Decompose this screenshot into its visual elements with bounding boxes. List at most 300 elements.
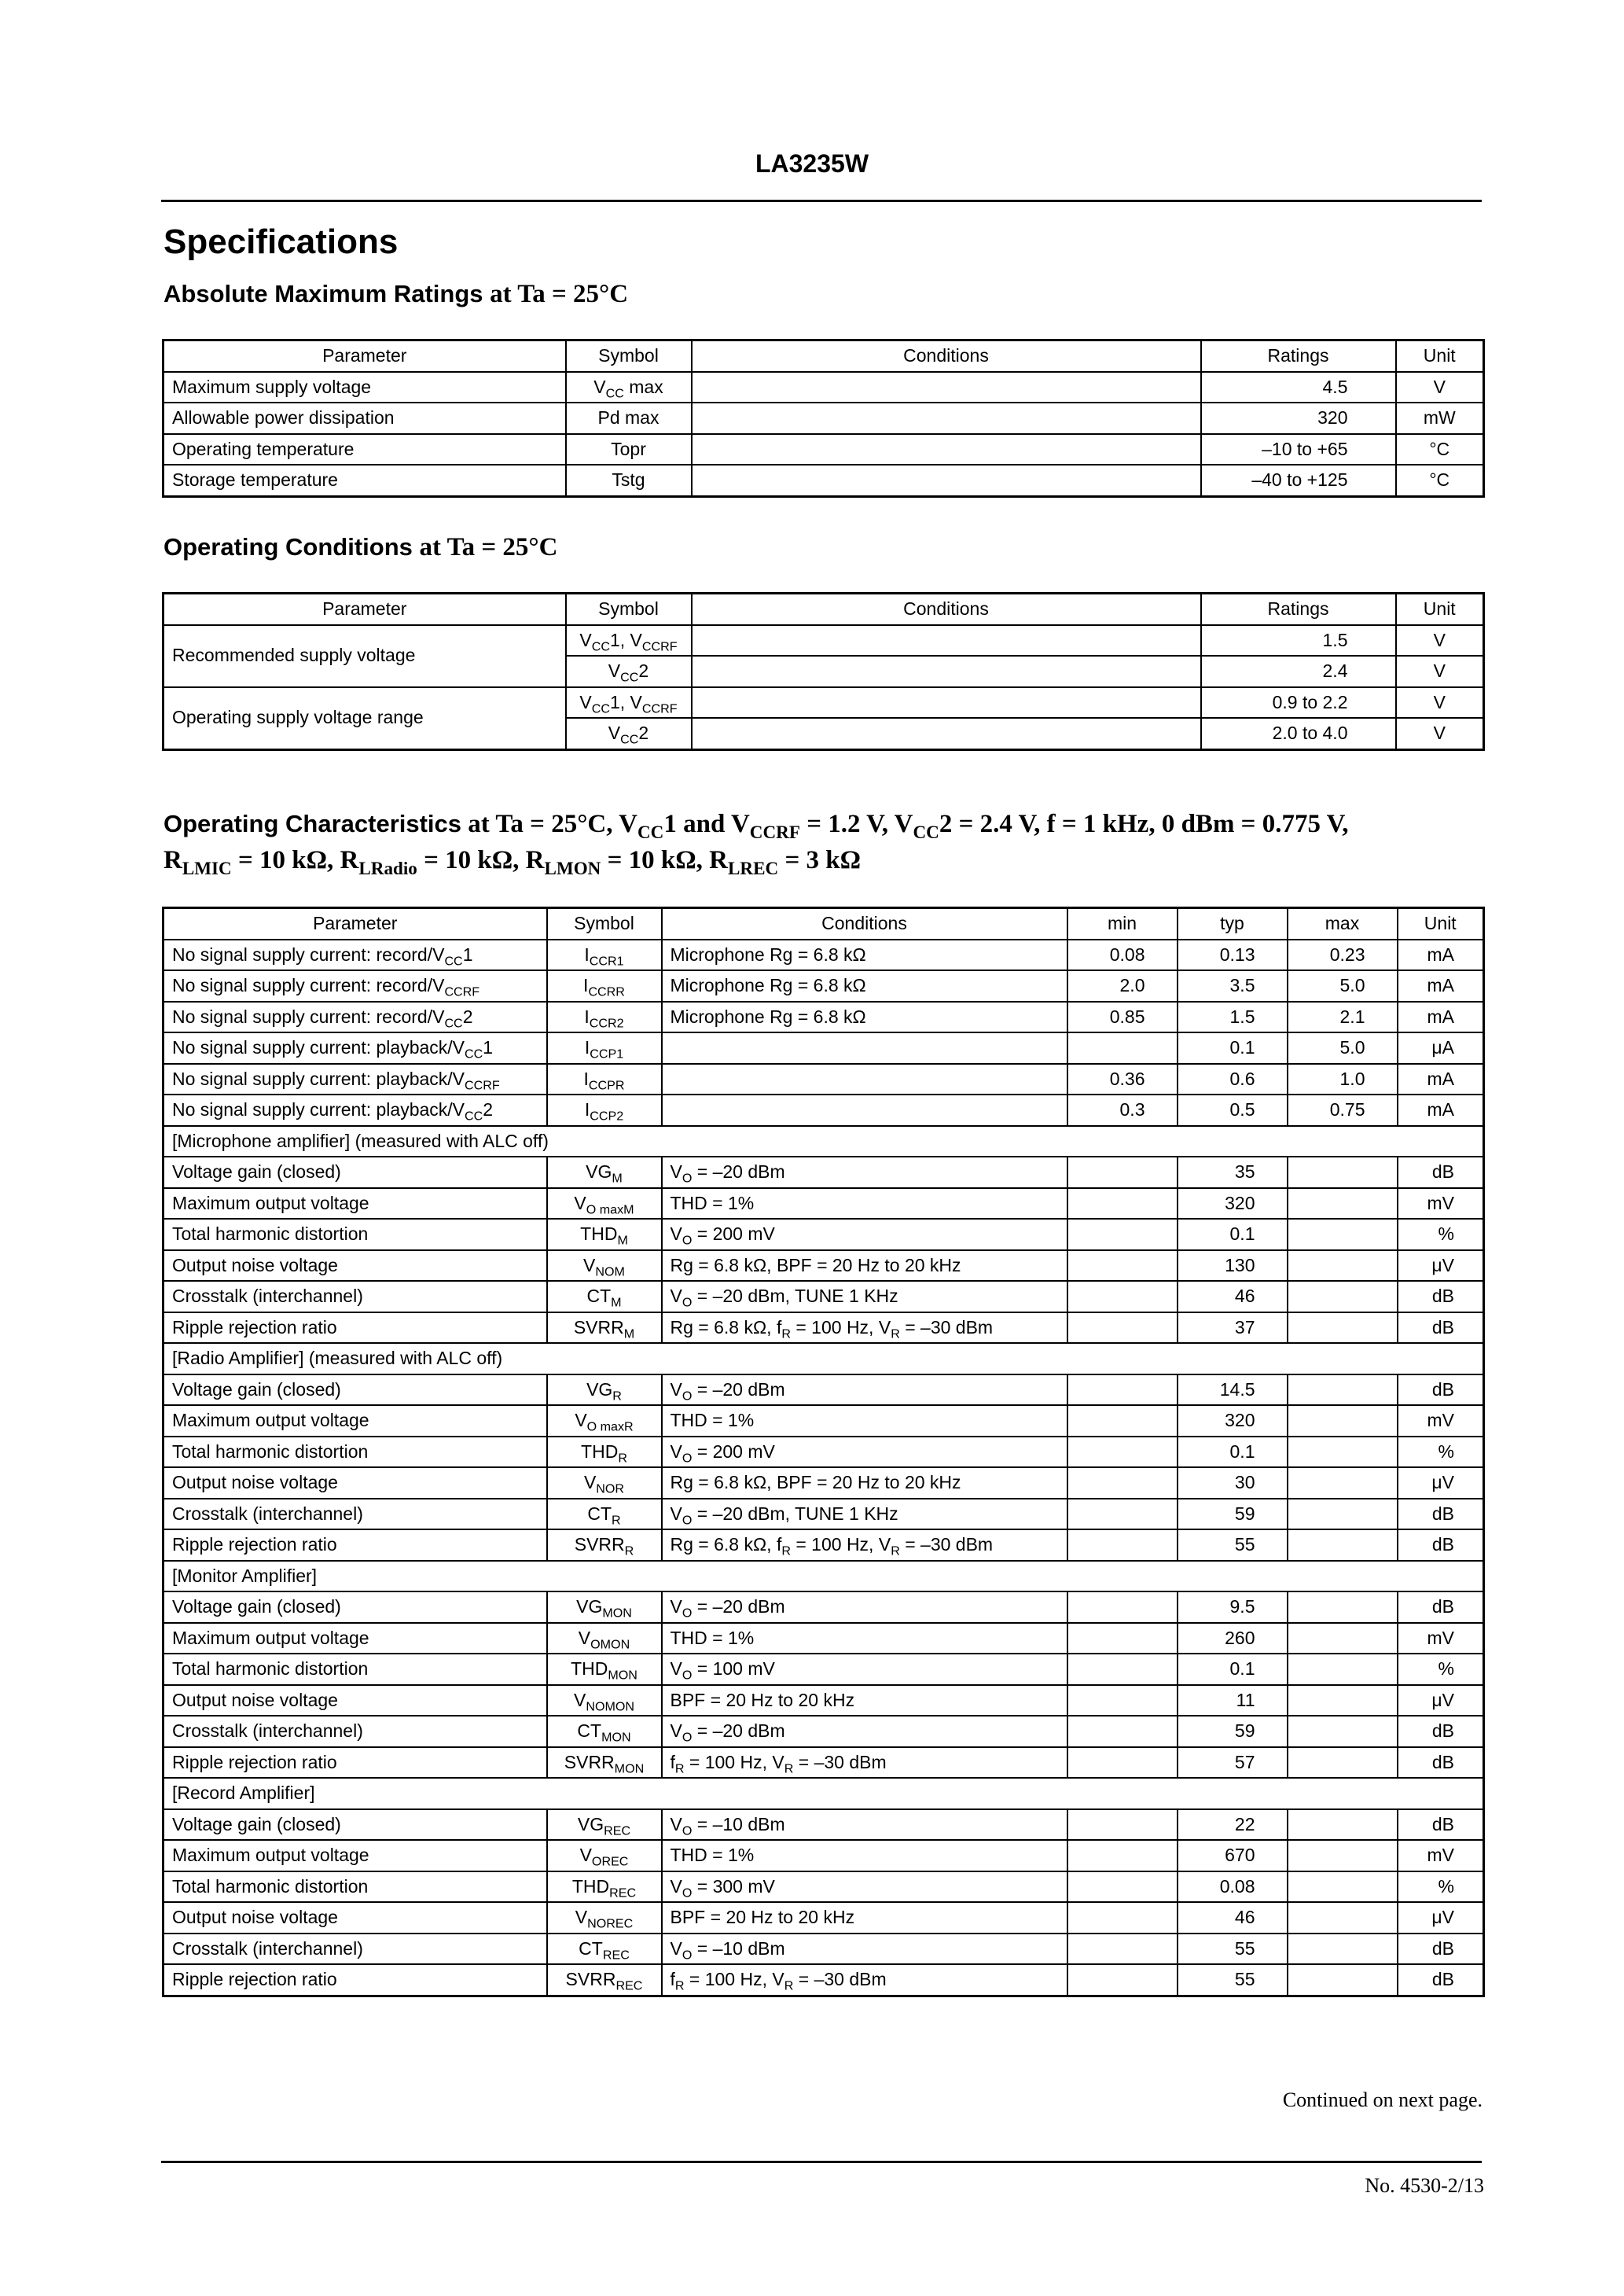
conditions-cell: $V_O = -20$ dBm: [662, 1591, 1067, 1623]
conditions-cell: $V_O = -10$ dBm: [662, 1809, 1067, 1841]
section-label: [Monitor Amplifier]: [164, 1561, 1484, 1592]
typ-cell: 0.08: [1178, 1871, 1288, 1903]
typ-cell: 0.5: [1178, 1095, 1288, 1126]
conditions-cell: $f_R = 100$ Hz, $V_R = -30$ dBm: [662, 1964, 1067, 1996]
typ-cell: 670: [1178, 1840, 1288, 1871]
typ-cell: 55: [1178, 1964, 1288, 1996]
max-cell: [1288, 1467, 1398, 1499]
unit-cell: μV: [1398, 1467, 1484, 1499]
conditions-cell: [692, 465, 1201, 496]
symbol-cell: $V_{OMON}$: [547, 1623, 662, 1654]
min-cell: 0.08: [1067, 940, 1178, 971]
section-row: [164, 1561, 1484, 1592]
parameter-cell: No signal supply current: playback/$V_{CC}1$: [164, 1032, 547, 1064]
table-row: [164, 1716, 1484, 1747]
max-cell: [1288, 1405, 1398, 1437]
max-cell: 2.1: [1288, 1002, 1398, 1033]
conditions-cell: [662, 1064, 1067, 1095]
conditions-cell: Rg = 6.8 kΩ, BPF = 20 Hz to 20 kHz: [662, 1250, 1067, 1282]
unit-cell: °C: [1396, 434, 1484, 465]
unit-cell: %: [1398, 1219, 1484, 1250]
symbol-cell: $I_{CCPR}$: [547, 1064, 662, 1095]
max-cell: [1288, 1219, 1398, 1250]
unit-cell: V: [1396, 372, 1484, 403]
typ-cell: 9.5: [1178, 1591, 1288, 1623]
max-cell: [1288, 1654, 1398, 1685]
max-cell: [1288, 1374, 1398, 1406]
typ-cell: 0.1: [1178, 1219, 1288, 1250]
symbol-cell: $I_{CCP2}$: [547, 1095, 662, 1126]
conditions-cell: $V_O = 200$ mV: [662, 1437, 1067, 1468]
table-row: [164, 372, 1484, 403]
typ-cell: 35: [1178, 1157, 1288, 1188]
unit-cell: V: [1396, 718, 1484, 749]
op-char-heading: [164, 810, 1349, 843]
ratings-cell: –10 to +65: [1201, 434, 1396, 465]
symbol-cell: $CT_R$: [547, 1499, 662, 1530]
unit-cell: dB: [1398, 1716, 1484, 1747]
ratings-cell: 4.5: [1201, 372, 1396, 403]
unit-cell: dB: [1398, 1499, 1484, 1530]
parameter-cell: No signal supply current: record/$V_{CCRF}$: [164, 970, 547, 1002]
symbol-cell: $V_{NOREC}$: [547, 1902, 662, 1934]
table-row: [164, 1002, 1484, 1033]
table-row: [164, 1437, 1484, 1468]
col-header-parameter: Parameter: [164, 594, 566, 625]
typ-cell: 0.6: [1178, 1064, 1288, 1095]
conditions-cell: $V_O = -20$ dBm: [662, 1374, 1067, 1406]
max-cell: [1288, 1499, 1398, 1530]
table-row: [164, 940, 1484, 971]
ratings-cell: 2.0 to 4.0: [1201, 718, 1396, 749]
unit-cell: mV: [1398, 1405, 1484, 1437]
table-row: [164, 1467, 1484, 1499]
unit-cell: °C: [1396, 465, 1484, 496]
table-row: [164, 1188, 1484, 1220]
min-cell: [1067, 1529, 1178, 1561]
unit-cell: mV: [1398, 1840, 1484, 1871]
min-cell: [1067, 1654, 1178, 1685]
continued-note: Continued on next page.: [1282, 2088, 1483, 2111]
table-header-row: [164, 908, 1484, 940]
min-cell: [1067, 1934, 1178, 1965]
section-label: [Record Amplifier]: [164, 1778, 1484, 1809]
max-cell: 5.0: [1288, 1032, 1398, 1064]
max-cell: [1288, 1157, 1398, 1188]
unit-cell: mA: [1398, 1095, 1484, 1126]
conditions-cell: $V_O = -20$ dBm, TUNE 1 KHz: [662, 1281, 1067, 1312]
typ-cell: 46: [1178, 1902, 1288, 1934]
min-cell: [1067, 1809, 1178, 1841]
parameter-cell: Ripple rejection ratio: [164, 1747, 547, 1779]
symbol-cell: $V_{CC}1$, $V_{CCRF}$: [566, 687, 692, 719]
min-cell: [1067, 1032, 1178, 1064]
symbol-cell: $V_{CC}$ max: [566, 372, 692, 403]
unit-cell: %: [1398, 1437, 1484, 1468]
conditions-cell: [692, 403, 1201, 434]
symbol-cell: $SVRR_R$: [547, 1529, 662, 1561]
conditions-cell: $V_O = -20$ dBm, TUNE 1 KHz: [662, 1499, 1067, 1530]
min-cell: [1067, 1716, 1178, 1747]
ratings-cell: 1.5: [1201, 625, 1396, 657]
table-row: [164, 1064, 1484, 1095]
conditions-cell: $f_R = 100$ Hz, $V_R = -30$ dBm: [662, 1747, 1067, 1779]
table-row: [164, 1405, 1484, 1437]
unit-cell: dB: [1398, 1934, 1484, 1965]
min-cell: 0.3: [1067, 1095, 1178, 1126]
table-row: [164, 434, 1484, 465]
parameter-cell: Storage temperature: [164, 465, 566, 496]
table-row: [164, 403, 1484, 434]
col-header-ratings: Ratings: [1201, 340, 1396, 372]
conditions-cell: [692, 434, 1201, 465]
table-row: [164, 687, 1484, 719]
symbol-cell: $V_{NOR}$: [547, 1467, 662, 1499]
typ-cell: 37: [1178, 1312, 1288, 1344]
parameter-cell: Ripple rejection ratio: [164, 1964, 547, 1996]
conditions-cell: THD = 1%: [662, 1840, 1067, 1871]
table-row: [164, 1281, 1484, 1312]
col-header-conditions: Conditions: [662, 908, 1067, 940]
col-header-unit: Unit: [1398, 908, 1484, 940]
absolute-maximum-ratings-table: [162, 339, 1485, 498]
symbol-cell: $SVRR_M$: [547, 1312, 662, 1344]
conditions-cell: [692, 718, 1201, 749]
unit-cell: dB: [1398, 1281, 1484, 1312]
typ-cell: 0.1: [1178, 1654, 1288, 1685]
table-header-row: [164, 594, 1484, 625]
table-row: [164, 1964, 1484, 1996]
symbol-cell: Tstg: [566, 465, 692, 496]
col-header-parameter: Parameter: [164, 908, 547, 940]
ratings-cell: 2.4: [1201, 656, 1396, 687]
parameter-cell: Voltage gain (closed): [164, 1809, 547, 1841]
section-label: [Radio Amplifier] (measured with ALC off): [164, 1343, 1484, 1374]
max-cell: [1288, 1964, 1398, 1996]
parameter-cell: Total harmonic distortion: [164, 1871, 547, 1903]
symbol-cell: $V_{O maxM}$: [547, 1188, 662, 1220]
conditions-cell: Rg = 6.8 kΩ, $f_R = 100$ Hz, $V_R = -30$ dBm: [662, 1312, 1067, 1344]
max-cell: [1288, 1281, 1398, 1312]
min-cell: 0.36: [1067, 1064, 1178, 1095]
min-cell: [1067, 1188, 1178, 1220]
abs-max-heading: [164, 280, 628, 309]
col-header-typ: typ: [1178, 908, 1288, 940]
max-cell: 5.0: [1288, 970, 1398, 1002]
min-cell: [1067, 1437, 1178, 1468]
parameter-cell: Output noise voltage: [164, 1250, 547, 1282]
min-cell: 2.0: [1067, 970, 1178, 1002]
min-cell: [1067, 1840, 1178, 1871]
typ-cell: 55: [1178, 1529, 1288, 1561]
parameter-cell: Voltage gain (closed): [164, 1374, 547, 1406]
table-row: [164, 1529, 1484, 1561]
unit-cell: dB: [1398, 1964, 1484, 1996]
symbol-cell: $V_{OREC}$: [547, 1840, 662, 1871]
conditions-cell: [692, 625, 1201, 657]
symbol-cell: Topr: [566, 434, 692, 465]
table-row: [164, 1840, 1484, 1871]
col-header-max: max: [1288, 908, 1398, 940]
table-row: [164, 1685, 1484, 1716]
typ-cell: 57: [1178, 1747, 1288, 1779]
col-header-symbol: Symbol: [566, 594, 692, 625]
min-cell: [1067, 1405, 1178, 1437]
unit-cell: mV: [1398, 1188, 1484, 1220]
table-row: [164, 1032, 1484, 1064]
table-row: [164, 1374, 1484, 1406]
min-cell: [1067, 1591, 1178, 1623]
abs-max-title: Absolute Maximum Ratings: [164, 280, 483, 307]
max-cell: 0.75: [1288, 1095, 1398, 1126]
conditions-cell: [692, 656, 1201, 687]
max-cell: [1288, 1809, 1398, 1841]
unit-cell: %: [1398, 1654, 1484, 1685]
conditions-cell: THD = 1%: [662, 1188, 1067, 1220]
conditions-cell: THD = 1%: [662, 1405, 1067, 1437]
conditions-cell: Microphone Rg = 6.8 kΩ: [662, 1002, 1067, 1033]
parameter-cell: Voltage gain (closed): [164, 1157, 547, 1188]
min-cell: [1067, 1623, 1178, 1654]
unit-cell: μV: [1398, 1685, 1484, 1716]
min-cell: [1067, 1312, 1178, 1344]
symbol-cell: $V_{NOMON}$: [547, 1685, 662, 1716]
table-row: [164, 1157, 1484, 1188]
col-header-ratings: Ratings: [1201, 594, 1396, 625]
max-cell: [1288, 1934, 1398, 1965]
max-cell: [1288, 1871, 1398, 1903]
op-char-title: Operating Characteristics: [164, 810, 462, 837]
typ-cell: 3.5: [1178, 970, 1288, 1002]
col-header-symbol: Symbol: [547, 908, 662, 940]
conditions-cell: THD = 1%: [662, 1623, 1067, 1654]
parameter-cell: No signal supply current: record/$V_{CC}2$: [164, 1002, 547, 1033]
typ-cell: 59: [1178, 1499, 1288, 1530]
typ-cell: 320: [1178, 1405, 1288, 1437]
unit-cell: V: [1396, 625, 1484, 657]
parameter-cell: Output noise voltage: [164, 1467, 547, 1499]
unit-cell: V: [1396, 687, 1484, 719]
ratings-cell: –40 to +125: [1201, 465, 1396, 496]
table-row: [164, 1871, 1484, 1903]
min-cell: [1067, 1250, 1178, 1282]
unit-cell: V: [1396, 656, 1484, 687]
max-cell: [1288, 1312, 1398, 1344]
section-row: [164, 1343, 1484, 1374]
col-header-parameter: Parameter: [164, 340, 566, 372]
conditions-cell: Microphone Rg = 6.8 kΩ: [662, 970, 1067, 1002]
max-cell: [1288, 1188, 1398, 1220]
max-cell: [1288, 1529, 1398, 1561]
col-header-conditions: Conditions: [692, 594, 1201, 625]
symbol-cell: $SVRR_{MON}$: [547, 1747, 662, 1779]
typ-cell: 0.1: [1178, 1437, 1288, 1468]
table-row: [164, 1095, 1484, 1126]
op-char-condition-line1: at Ta = 25°C, $V_{CC}1$ and $V_{CCRF} = 1.2$ V, $V_{CC}2 = 2.4$ V, f = 1 kHz, 0 dBm = 0.775 V,: [461, 810, 1349, 843]
unit-cell: mA: [1398, 970, 1484, 1002]
max-cell: [1288, 1902, 1398, 1934]
table-row: [164, 465, 1484, 496]
unit-cell: mA: [1398, 1064, 1484, 1095]
unit-cell: dB: [1398, 1312, 1484, 1344]
min-cell: [1067, 1747, 1178, 1779]
parameter-cell: Maximum output voltage: [164, 1623, 547, 1654]
conditions-cell: $V_O = 300$ mV: [662, 1871, 1067, 1903]
max-cell: [1288, 1591, 1398, 1623]
symbol-cell: $CT_{MON}$: [547, 1716, 662, 1747]
parameter-cell: Total harmonic distortion: [164, 1437, 547, 1468]
table-row: [164, 1747, 1484, 1779]
unit-cell: μV: [1398, 1250, 1484, 1282]
section-row: [164, 1778, 1484, 1809]
table-row: [164, 1623, 1484, 1654]
max-cell: [1288, 1437, 1398, 1468]
ratings-cell: 0.9 to 2.2: [1201, 687, 1396, 719]
symbol-cell: $VG_M$: [547, 1157, 662, 1188]
typ-cell: 0.13: [1178, 940, 1288, 971]
conditions-cell: $V_O = -20$ dBm: [662, 1716, 1067, 1747]
symbol-cell: $V_{CC}2$: [566, 656, 692, 687]
col-header-unit: Unit: [1396, 594, 1484, 625]
symbol-cell: $THD_R$: [547, 1437, 662, 1468]
unit-cell: mA: [1398, 940, 1484, 971]
conditions-cell: Rg = 6.8 kΩ, $f_R = 100$ Hz, $V_R = -30$ dBm: [662, 1529, 1067, 1561]
max-cell: [1288, 1623, 1398, 1654]
unit-cell: dB: [1398, 1809, 1484, 1841]
symbol-cell: $V_{CC}2$: [566, 718, 692, 749]
parameter-cell: Operating temperature: [164, 434, 566, 465]
typ-cell: 320: [1178, 1188, 1288, 1220]
table-row: [164, 1934, 1484, 1965]
conditions-cell: $V_O = 200$ mV: [662, 1219, 1067, 1250]
symbol-cell: Pd max: [566, 403, 692, 434]
section-label: [Microphone amplifier] (measured with ALC off): [164, 1126, 1484, 1157]
unit-cell: dB: [1398, 1157, 1484, 1188]
table-row: [164, 1312, 1484, 1344]
parameter-cell: Total harmonic distortion: [164, 1219, 547, 1250]
col-header-unit: Unit: [1396, 340, 1484, 372]
parameter-cell: Operating supply voltage range: [164, 687, 566, 750]
symbol-cell: $THD_M$: [547, 1219, 662, 1250]
section-row: [164, 1126, 1484, 1157]
unit-cell: mV: [1398, 1623, 1484, 1654]
symbol-cell: $VG_{REC}$: [547, 1809, 662, 1841]
conditions-cell: [692, 687, 1201, 719]
parameter-cell: Crosstalk (interchannel): [164, 1281, 547, 1312]
typ-cell: 55: [1178, 1934, 1288, 1965]
symbol-cell: $I_{CCR2}$: [547, 1002, 662, 1033]
parameter-cell: Crosstalk (interchannel): [164, 1934, 547, 1965]
unit-cell: dB: [1398, 1374, 1484, 1406]
max-cell: 0.23: [1288, 940, 1398, 971]
operating-conditions-table: [162, 592, 1485, 751]
unit-cell: dB: [1398, 1529, 1484, 1561]
typ-cell: 260: [1178, 1623, 1288, 1654]
parameter-cell: Output noise voltage: [164, 1685, 547, 1716]
op-cond-title: Operating Conditions: [164, 533, 413, 561]
parameter-cell: No signal supply current: record/$V_{CC}1$: [164, 940, 547, 971]
unit-cell: %: [1398, 1871, 1484, 1903]
parameter-cell: Allowable power dissipation: [164, 403, 566, 434]
min-cell: [1067, 1157, 1178, 1188]
symbol-cell: $CT_M$: [547, 1281, 662, 1312]
min-cell: [1067, 1467, 1178, 1499]
min-cell: [1067, 1281, 1178, 1312]
conditions-cell: Microphone Rg = 6.8 kΩ: [662, 940, 1067, 971]
table-row: [164, 1902, 1484, 1934]
op-cond-heading: [164, 533, 557, 562]
table-row: [164, 1809, 1484, 1841]
max-cell: [1288, 1250, 1398, 1282]
parameter-cell: Maximum output voltage: [164, 1840, 547, 1871]
symbol-cell: $CT_{REC}$: [547, 1934, 662, 1965]
operating-characteristics-table: [162, 907, 1485, 1997]
page-title: Specifications: [164, 223, 399, 261]
table-row: [164, 1250, 1484, 1282]
ratings-cell: 320: [1201, 403, 1396, 434]
typ-cell: 30: [1178, 1467, 1288, 1499]
parameter-cell: Maximum supply voltage: [164, 372, 566, 403]
unit-cell: μA: [1398, 1032, 1484, 1064]
footer-rule: [161, 2161, 1482, 2163]
min-cell: [1067, 1871, 1178, 1903]
max-cell: [1288, 1747, 1398, 1779]
col-header-min: min: [1067, 908, 1178, 940]
unit-cell: mA: [1398, 1002, 1484, 1033]
max-cell: [1288, 1840, 1398, 1871]
col-header-conditions: Conditions: [692, 340, 1201, 372]
symbol-cell: $I_{CCP1}$: [547, 1032, 662, 1064]
parameter-cell: No signal supply current: playback/$V_{CC}2$: [164, 1095, 547, 1126]
table-row: [164, 1654, 1484, 1685]
table-header-row: [164, 340, 1484, 372]
typ-cell: 22: [1178, 1809, 1288, 1841]
min-cell: [1067, 1964, 1178, 1996]
table-row: [164, 1219, 1484, 1250]
max-cell: [1288, 1716, 1398, 1747]
parameter-cell: Crosstalk (interchannel): [164, 1499, 547, 1530]
unit-cell: mW: [1396, 403, 1484, 434]
typ-cell: 46: [1178, 1281, 1288, 1312]
typ-cell: 1.5: [1178, 1002, 1288, 1033]
symbol-cell: $I_{CCR1}$: [547, 940, 662, 971]
conditions-cell: Rg = 6.8 kΩ, BPF = 20 Hz to 20 kHz: [662, 1467, 1067, 1499]
parameter-cell: Voltage gain (closed): [164, 1591, 547, 1623]
conditions-cell: [662, 1032, 1067, 1064]
symbol-cell: $V_{CC}1$, $V_{CCRF}$: [566, 625, 692, 657]
min-cell: [1067, 1219, 1178, 1250]
min-cell: [1067, 1374, 1178, 1406]
min-cell: 0.85: [1067, 1002, 1178, 1033]
typ-cell: 0.1: [1178, 1032, 1288, 1064]
table-row: [164, 1499, 1484, 1530]
symbol-cell: $I_{CCRR}$: [547, 970, 662, 1002]
table-row: [164, 625, 1484, 657]
abs-max-condition: at Ta = 25°C: [490, 280, 629, 308]
conditions-cell: $V_O = -10$ dBm: [662, 1934, 1067, 1965]
typ-cell: 59: [1178, 1716, 1288, 1747]
parameter-cell: Ripple rejection ratio: [164, 1312, 547, 1344]
typ-cell: 14.5: [1178, 1374, 1288, 1406]
conditions-cell: [692, 372, 1201, 403]
conditions-cell: BPF = 20 Hz to 20 kHz: [662, 1902, 1067, 1934]
symbol-cell: $V_{NOM}$: [547, 1250, 662, 1282]
max-cell: 1.0: [1288, 1064, 1398, 1095]
conditions-cell: $V_O = 100$ mV: [662, 1654, 1067, 1685]
parameter-cell: Maximum output voltage: [164, 1405, 547, 1437]
symbol-cell: $VG_{MON}$: [547, 1591, 662, 1623]
symbol-cell: $V_{O maxR}$: [547, 1405, 662, 1437]
